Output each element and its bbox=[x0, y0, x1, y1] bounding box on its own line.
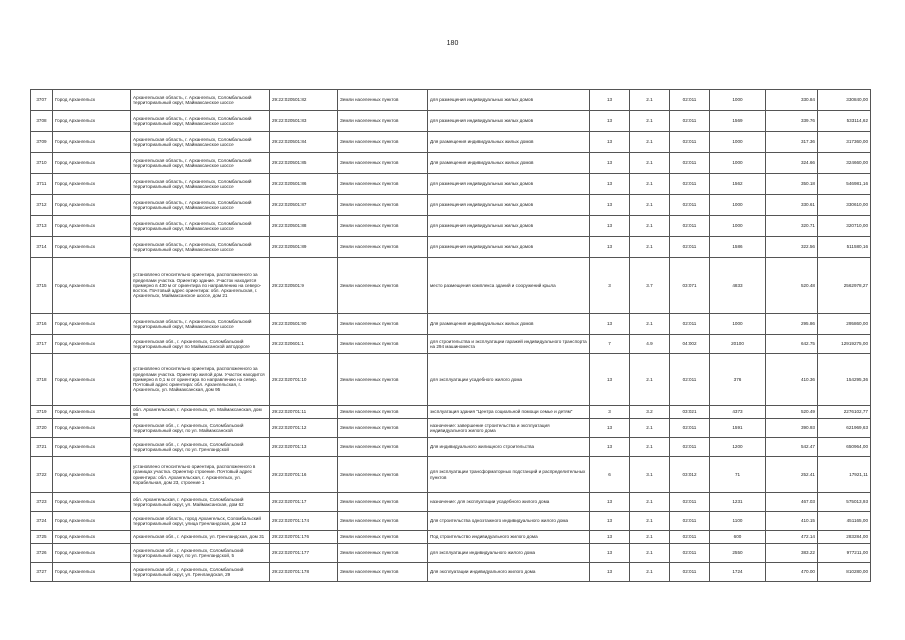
cell-cadastral-number: 29:22:020601:1 bbox=[270, 335, 338, 354]
cell-permitted-use: Для строительства одноэтажного индивидуального жилого дома bbox=[428, 512, 590, 531]
cell-cadastral-number: 29:22:020701:10 bbox=[270, 354, 338, 406]
cell-address: обл. Архангельская, г. Архангельск, Соломбальский территориальный округ, ул. Маймаксанская, дом 62 bbox=[131, 493, 270, 512]
cell-municipality: Город Архангельск bbox=[53, 132, 131, 153]
page-number: 180 bbox=[446, 40, 459, 47]
cell-cadastral-number: 29:22:020701:12 bbox=[270, 419, 338, 438]
cell-municipality: Город Архангельск bbox=[53, 216, 131, 237]
cell-area: 4373 bbox=[710, 406, 766, 419]
cell-address: установлено относительно ориентира, расположенного за пределами участка. Ориентир здание. Участок находится примерно в 430 м от ориентира по направлению на северо-восток. Почтовый адрес ориентира: обл. Архангельская, г. Архангельск, Маймаксанское шоссе, дом 21 bbox=[131, 258, 270, 314]
cell-cadastral-number: 29:22:020501:90 bbox=[270, 314, 338, 335]
cell-subgroup-code: 2.1 bbox=[630, 111, 670, 132]
cell-cadastral-number: 29:22:020701:11 bbox=[270, 406, 338, 419]
table-row bbox=[31, 457, 871, 493]
cell-cadastral-number: 29:22:020701:178 bbox=[270, 563, 338, 582]
cell-activity-code: 02:011 bbox=[670, 174, 710, 195]
cell-municipality: Город Архангельск bbox=[53, 544, 131, 563]
cell-address: Архангельская обл., г. Архангельск, ул. Гренландская, дом 31 bbox=[131, 531, 270, 544]
cell-specific-value: 520.49 bbox=[766, 406, 818, 419]
cell-area: 1000 bbox=[710, 314, 766, 335]
cell-specific-value: 470.00 bbox=[766, 563, 818, 582]
cell-cadastral-value: 621969,63 bbox=[818, 419, 871, 438]
cell-specific-value: 542.47 bbox=[766, 438, 818, 457]
cell-activity-code: 03:021 bbox=[670, 406, 710, 419]
cell-activity-code: 02:011 bbox=[670, 531, 710, 544]
cell-area: 1724 bbox=[710, 563, 766, 582]
cell-address: Архангельская область, г. Архангельск, Соломбальский территориальный округ, Маймаксанское шоссе bbox=[131, 111, 270, 132]
cell-address: установлено относительно ориентира, расположенного в границах участка. Ориентир строение. Почтовый адрес ориентира: обл. Архангельская, г. Архангельск, ул. Корабельная, дом 23, строение 1 bbox=[131, 457, 270, 493]
table-row bbox=[31, 258, 871, 314]
cell-permitted-use: для эксплуатации индивидуального жилого дома bbox=[428, 544, 590, 563]
cell-subgroup-code: 2.1 bbox=[630, 512, 670, 531]
cell-address: Архангельская обл., г. Архангельск, Соломбальский территориальный округ, ул. Гренландская, 29 bbox=[131, 563, 270, 582]
cell-land-category: Земли населенных пунктов bbox=[338, 544, 428, 563]
cell-subgroup-code: 2.1 bbox=[630, 132, 670, 153]
cell-activity-code: 03:071 bbox=[670, 258, 710, 314]
cell-area: 1591 bbox=[710, 419, 766, 438]
cell-address: Архангельская область, г. Архангельск, Соломбальский территориальный округ, Маймаксанское шоссе bbox=[131, 153, 270, 174]
cell-permitted-use: для строительства и эксплуатации гаражей индивидуального транспорта на 294 машиноместа bbox=[428, 335, 590, 354]
cell-cadastral-number: 29:22:020701:13 bbox=[270, 438, 338, 457]
cell-land-category: Земли населенных пунктов bbox=[338, 90, 428, 111]
cell-activity-code: 04:002 bbox=[670, 335, 710, 354]
table-row bbox=[31, 314, 871, 335]
cell-land-category: Земли населенных пунктов bbox=[338, 153, 428, 174]
cell-cadastral-number: 29:22:020501:88 bbox=[270, 216, 338, 237]
cell-address: Архангельская обл., г. Архангельск, Соломбальский территориальный округ, по ул. Гренландской bbox=[131, 438, 270, 457]
cell-row-number: 3714 bbox=[31, 237, 53, 258]
cell-address: установлено относительно ориентира, расположенного за пределами участка. Ориентир жилой дом. Участок находится примерно в 0,1 м от ориентира по направлению на север. Почтовый адрес ориентира: обл. Архангельская, г. Архангельск, ул. Маймаксанская, дом 95 bbox=[131, 354, 270, 406]
cell-cadastral-value: 575013,93 bbox=[818, 493, 871, 512]
cell-permitted-use: Под строительство индивидуального жилого дома bbox=[428, 531, 590, 544]
cell-subgroup-code: 3.7 bbox=[630, 258, 670, 314]
cell-area: 1000 bbox=[710, 90, 766, 111]
cell-permitted-use: Для индивидуального жилищного строительства bbox=[428, 438, 590, 457]
cell-permitted-use: Для размещения индивидуальных жилых домов bbox=[428, 153, 590, 174]
cell-activity-code: 02:011 bbox=[670, 153, 710, 174]
cell-cadastral-number: 29:22:020501:85 bbox=[270, 153, 338, 174]
cell-cadastral-value: 650964,00 bbox=[818, 438, 871, 457]
cell-subgroup-code: 2.1 bbox=[630, 493, 670, 512]
cell-land-category: Земли населенных пунктов bbox=[338, 237, 428, 258]
cell-permitted-use: Для размещения индивидуальных жилых домов bbox=[428, 314, 590, 335]
cell-municipality: Город Архангельск bbox=[53, 258, 131, 314]
cell-specific-value: 467.03 bbox=[766, 493, 818, 512]
cell-group-code: 13 bbox=[590, 544, 630, 563]
cell-municipality: Город Архангельск bbox=[53, 512, 131, 531]
cell-permitted-use: Для эксплуатации индивидуального жилого дома bbox=[428, 563, 590, 582]
cell-subgroup-code: 2.1 bbox=[630, 314, 670, 335]
cell-specific-value: 339.76 bbox=[766, 111, 818, 132]
cell-activity-code: 02:011 bbox=[670, 237, 710, 258]
cell-subgroup-code: 2.1 bbox=[630, 90, 670, 111]
cell-group-code: 13 bbox=[590, 153, 630, 174]
cell-subgroup-code: 2.1 bbox=[630, 531, 670, 544]
table-row bbox=[31, 111, 871, 132]
cell-subgroup-code: 2.1 bbox=[630, 237, 670, 258]
cell-row-number: 3725 bbox=[31, 531, 53, 544]
cell-row-number: 3719 bbox=[31, 406, 53, 419]
table-row bbox=[31, 335, 871, 354]
cell-activity-code: 02:011 bbox=[670, 512, 710, 531]
cell-cadastral-value: 546981,16 bbox=[818, 174, 871, 195]
cell-land-category: Земли населенных пунктов bbox=[338, 258, 428, 314]
cell-permitted-use: для эксплуатации трансформаторных подстанций и распределительных пунктов bbox=[428, 457, 590, 493]
cell-cadastral-value: 317360,00 bbox=[818, 132, 871, 153]
cell-cadastral-number: 29:22:020501:82 bbox=[270, 90, 338, 111]
cell-area: 1586 bbox=[710, 237, 766, 258]
cell-group-code: 13 bbox=[590, 111, 630, 132]
cell-specific-value: 520.48 bbox=[766, 258, 818, 314]
cell-specific-value: 317.36 bbox=[766, 132, 818, 153]
cell-cadastral-number: 29:22:020501:83 bbox=[270, 111, 338, 132]
cell-land-category: Земли населенных пунктов bbox=[338, 563, 428, 582]
cell-subgroup-code: 4.9 bbox=[630, 335, 670, 354]
land-cadastre-table bbox=[30, 89, 871, 582]
cell-specific-value: 390.93 bbox=[766, 419, 818, 438]
cell-specific-value: 472.14 bbox=[766, 531, 818, 544]
cell-cadastral-number: 29:22:020701:174 bbox=[270, 512, 338, 531]
cell-specific-value: 330.84 bbox=[766, 90, 818, 111]
cell-land-category: Земли населенных пунктов bbox=[338, 512, 428, 531]
cell-municipality: Город Архангельск bbox=[53, 195, 131, 216]
cell-cadastral-value: 154295,36 bbox=[818, 354, 871, 406]
cell-address: Архангельская область, г. Архангельск, Соломбальский территориальный округ, Маймаксанское шоссе bbox=[131, 132, 270, 153]
cell-address: Архангельская обл., г. Архангельск, Соломбальский территориальный округ по Маймаксанской автодороге bbox=[131, 335, 270, 354]
cell-land-category: Земли населенных пунктов bbox=[338, 354, 428, 406]
table-row bbox=[31, 354, 871, 406]
table-body bbox=[31, 90, 871, 582]
cell-activity-code: 03:012 bbox=[670, 457, 710, 493]
cell-land-category: Земли населенных пунктов bbox=[338, 531, 428, 544]
cell-row-number: 3721 bbox=[31, 438, 53, 457]
cell-group-code: 3 bbox=[590, 258, 630, 314]
cell-permitted-use: назначение: завершение строительства и эксплуатация индивидуального жилого дома bbox=[428, 419, 590, 438]
cell-row-number: 3710 bbox=[31, 153, 53, 174]
cell-cadastral-number: 29:22:020501:89 bbox=[270, 237, 338, 258]
cell-group-code: 13 bbox=[590, 174, 630, 195]
cell-group-code: 13 bbox=[590, 237, 630, 258]
cell-address: Архангельская обл., г. Архангельск, Соломбальский территориальный округ, по ул. Гренландской, 5 bbox=[131, 544, 270, 563]
cell-specific-value: 320.71 bbox=[766, 216, 818, 237]
cell-permitted-use: эксплуатация здания "Центра социальной помощи семье и детям" bbox=[428, 406, 590, 419]
cell-cadastral-value: 810280,00 bbox=[818, 563, 871, 582]
cell-group-code: 13 bbox=[590, 354, 630, 406]
cell-row-number: 3716 bbox=[31, 314, 53, 335]
cell-land-category: Земли населенных пунктов bbox=[338, 174, 428, 195]
table-row bbox=[31, 90, 871, 111]
cell-cadastral-value: 295860,00 bbox=[818, 314, 871, 335]
table-row bbox=[31, 195, 871, 216]
cell-area: 1562 bbox=[710, 174, 766, 195]
cell-subgroup-code: 3.2 bbox=[630, 406, 670, 419]
cell-land-category: Земли населенных пунктов bbox=[338, 493, 428, 512]
cell-area: 71 bbox=[710, 457, 766, 493]
cell-municipality: Город Архангельск bbox=[53, 406, 131, 419]
cell-cadastral-value: 324660,00 bbox=[818, 153, 871, 174]
cell-activity-code: 02:011 bbox=[670, 354, 710, 406]
cell-row-number: 3722 bbox=[31, 457, 53, 493]
cell-address: Архангельская область, город Архангельск, Соломбальский территориальный округ, улица Гренландская, дом 12 bbox=[131, 512, 270, 531]
cell-municipality: Город Архангельск bbox=[53, 90, 131, 111]
cell-municipality: Город Архангельск bbox=[53, 153, 131, 174]
cell-address: Архангельская область, г. Архангельск, Соломбальский территориальный округ, Маймаксанское шоссе bbox=[131, 237, 270, 258]
cell-cadastral-number: 29:22:020701:176 bbox=[270, 531, 338, 544]
cell-address: Архангельская обл., г. Архангельск, Соломбальский территориальный округ, по ул. Маймаксанской bbox=[131, 419, 270, 438]
cell-specific-value: 322.56 bbox=[766, 237, 818, 258]
cell-area: 1100 bbox=[710, 512, 766, 531]
cell-row-number: 3720 bbox=[31, 419, 53, 438]
cell-activity-code: 02:011 bbox=[670, 111, 710, 132]
table-row bbox=[31, 531, 871, 544]
cell-subgroup-code: 2.1 bbox=[630, 544, 670, 563]
cell-cadastral-value: 2562978,27 bbox=[818, 258, 871, 314]
cell-land-category: Земли населенных пунктов bbox=[338, 195, 428, 216]
cell-address: Архангельская область, г. Архангельск, Соломбальский территориальный округ, Маймаксанское шоссе bbox=[131, 174, 270, 195]
cell-cadastral-value: 330840,00 bbox=[818, 90, 871, 111]
cell-cadastral-number: 29:22:020501:86 bbox=[270, 174, 338, 195]
cell-row-number: 3713 bbox=[31, 216, 53, 237]
cell-activity-code: 02:011 bbox=[670, 419, 710, 438]
cell-address: Архангельская область, г. Архангельск, Соломбальский территориальный округ, Маймаксанское шоссе bbox=[131, 314, 270, 335]
cell-cadastral-value: 2276102,77 bbox=[818, 406, 871, 419]
cell-group-code: 13 bbox=[590, 563, 630, 582]
table-row bbox=[31, 544, 871, 563]
cell-row-number: 3726 bbox=[31, 544, 53, 563]
cell-permitted-use: для эксплуатации усадебного жилого дома bbox=[428, 354, 590, 406]
cell-address: обл. Архангельская, г. Архангельск, ул. Маймаксанская, дом 98 bbox=[131, 406, 270, 419]
cell-specific-value: 350.18 bbox=[766, 174, 818, 195]
table-row bbox=[31, 493, 871, 512]
cell-row-number: 3723 bbox=[31, 493, 53, 512]
table-row bbox=[31, 438, 871, 457]
cell-group-code: 13 bbox=[590, 438, 630, 457]
cell-area: 2550 bbox=[710, 544, 766, 563]
cell-subgroup-code: 2.1 bbox=[630, 195, 670, 216]
cell-area: 1000 bbox=[710, 195, 766, 216]
cell-row-number: 3712 bbox=[31, 195, 53, 216]
cell-municipality: Город Архангельск bbox=[53, 457, 131, 493]
cell-row-number: 3709 bbox=[31, 132, 53, 153]
cell-group-code: 3 bbox=[590, 406, 630, 419]
cell-subgroup-code: 2.1 bbox=[630, 563, 670, 582]
cell-row-number: 3724 bbox=[31, 512, 53, 531]
cell-area: 1000 bbox=[710, 216, 766, 237]
cell-cadastral-number: 29:22:020701:177 bbox=[270, 544, 338, 563]
cell-cadastral-number: 29:22:020501:87 bbox=[270, 195, 338, 216]
cell-permitted-use: для размещения индивидуальных жилых домов bbox=[428, 174, 590, 195]
cell-address: Архангельская область, г. Архангельск, Соломбальский территориальный округ, Маймаксанское шоссе bbox=[131, 195, 270, 216]
cell-land-category: Земли населенных пунктов bbox=[338, 216, 428, 237]
cell-cadastral-value: 320710,00 bbox=[818, 216, 871, 237]
cell-group-code: 13 bbox=[590, 90, 630, 111]
cell-permitted-use: для размещения индивидуальных жилых домов bbox=[428, 237, 590, 258]
cell-municipality: Город Архангельск bbox=[53, 111, 131, 132]
cell-group-code: 13 bbox=[590, 314, 630, 335]
cell-specific-value: 410.36 bbox=[766, 354, 818, 406]
cell-row-number: 3727 bbox=[31, 563, 53, 582]
cell-group-code: 13 bbox=[590, 132, 630, 153]
cell-cadastral-value: 451165,00 bbox=[818, 512, 871, 531]
cell-area: 4833 bbox=[710, 258, 766, 314]
cell-activity-code: 02:011 bbox=[670, 90, 710, 111]
cell-municipality: Город Архангельск bbox=[53, 174, 131, 195]
table-row bbox=[31, 216, 871, 237]
table-row bbox=[31, 563, 871, 582]
table-row bbox=[31, 237, 871, 258]
cell-specific-value: 383.22 bbox=[766, 544, 818, 563]
cell-cadastral-number: 29:22:020501:84 bbox=[270, 132, 338, 153]
cell-permitted-use: для размещения индивидуальных жилых домов bbox=[428, 216, 590, 237]
cell-specific-value: 295.86 bbox=[766, 314, 818, 335]
table-row bbox=[31, 174, 871, 195]
cell-land-category: Земли населенных пунктов bbox=[338, 438, 428, 457]
cell-cadastral-number: 29:22:020701:16 bbox=[270, 457, 338, 493]
cell-permitted-use: для размещения индивидуальных жилых домов bbox=[428, 195, 590, 216]
cell-address: Архангельская область, г. Архангельск, Соломбальский территориальный округ, Маймаксанское шоссе bbox=[131, 216, 270, 237]
cell-subgroup-code: 2.1 bbox=[630, 419, 670, 438]
cell-subgroup-code: 2.1 bbox=[630, 174, 670, 195]
cell-group-code: 13 bbox=[590, 419, 630, 438]
cell-municipality: Город Архангельск bbox=[53, 314, 131, 335]
cell-group-code: 13 bbox=[590, 216, 630, 237]
cell-specific-value: 252.41 bbox=[766, 457, 818, 493]
cell-cadastral-value: 17921,11 bbox=[818, 457, 871, 493]
cell-land-category: Земли населенных пунктов bbox=[338, 111, 428, 132]
cell-municipality: Город Архангельск bbox=[53, 563, 131, 582]
cell-subgroup-code: 2.1 bbox=[630, 438, 670, 457]
cell-permitted-use: назначение: для эксплуатации усадебного жилого дома bbox=[428, 493, 590, 512]
cell-group-code: 13 bbox=[590, 195, 630, 216]
cell-activity-code: 02:011 bbox=[670, 314, 710, 335]
cell-subgroup-code: 2.1 bbox=[630, 354, 670, 406]
cell-cadastral-value: 283284,00 bbox=[818, 531, 871, 544]
cell-row-number: 3715 bbox=[31, 258, 53, 314]
cell-specific-value: 330.61 bbox=[766, 195, 818, 216]
cell-activity-code: 02:011 bbox=[670, 493, 710, 512]
cell-activity-code: 02:011 bbox=[670, 216, 710, 237]
table-row bbox=[31, 132, 871, 153]
cell-area: 1569 bbox=[710, 111, 766, 132]
cell-group-code: 13 bbox=[590, 493, 630, 512]
cell-activity-code: 02:011 bbox=[670, 132, 710, 153]
cell-cadastral-number: 29:22:020701:17 bbox=[270, 493, 338, 512]
cell-cadastral-number: 29:22:020501:9 bbox=[270, 258, 338, 314]
cell-specific-value: 642.75 bbox=[766, 335, 818, 354]
cell-land-category: Земли населенных пунктов bbox=[338, 335, 428, 354]
table-row bbox=[31, 153, 871, 174]
cell-row-number: 3707 bbox=[31, 90, 53, 111]
cell-activity-code: 02:011 bbox=[670, 195, 710, 216]
cell-cadastral-value: 511580,16 bbox=[818, 237, 871, 258]
cell-area: 376 bbox=[710, 354, 766, 406]
cell-activity-code: 02:011 bbox=[670, 544, 710, 563]
cell-group-code: 7 bbox=[590, 335, 630, 354]
table-row bbox=[31, 419, 871, 438]
cell-municipality: Город Архангельск bbox=[53, 493, 131, 512]
cell-area: 1000 bbox=[710, 132, 766, 153]
cell-row-number: 3708 bbox=[31, 111, 53, 132]
cell-activity-code: 02:011 bbox=[670, 438, 710, 457]
cell-group-code: 13 bbox=[590, 512, 630, 531]
cell-permitted-use: место размещения комплекса зданий и сооружений крыла bbox=[428, 258, 590, 314]
cell-cadastral-value: 977211,00 bbox=[818, 544, 871, 563]
cell-municipality: Город Архангельск bbox=[53, 354, 131, 406]
cell-municipality: Город Архангельск bbox=[53, 531, 131, 544]
cell-municipality: Город Архангельск bbox=[53, 335, 131, 354]
cell-area: 1200 bbox=[710, 438, 766, 457]
cell-permitted-use: для размещения индивидуальных жилых домов bbox=[428, 111, 590, 132]
cell-area: 1000 bbox=[710, 153, 766, 174]
cell-land-category: Земли населенных пунктов bbox=[338, 419, 428, 438]
cell-group-code: 13 bbox=[590, 531, 630, 544]
cell-cadastral-value: 330610,00 bbox=[818, 195, 871, 216]
cell-permitted-use: Для размещения индивидуальных жилых домов bbox=[428, 132, 590, 153]
cell-permitted-use: для размещения индивидуальных жилых домов bbox=[428, 90, 590, 111]
cell-row-number: 3718 bbox=[31, 354, 53, 406]
cell-cadastral-value: 533114,62 bbox=[818, 111, 871, 132]
cell-row-number: 3711 bbox=[31, 174, 53, 195]
cell-land-category: Земли населенных пунктов bbox=[338, 457, 428, 493]
cell-specific-value: 324.66 bbox=[766, 153, 818, 174]
cell-activity-code: 02:011 bbox=[670, 563, 710, 582]
table-row bbox=[31, 406, 871, 419]
cell-land-category: Земли населенных пунктов bbox=[338, 132, 428, 153]
cell-area: 20100 bbox=[710, 335, 766, 354]
cell-area: 1231 bbox=[710, 493, 766, 512]
cell-row-number: 3717 bbox=[31, 335, 53, 354]
cell-cadastral-value: 12919275,00 bbox=[818, 335, 871, 354]
cell-land-category: Земли населенных пунктов bbox=[338, 406, 428, 419]
cell-land-category: Земли населенных пунктов bbox=[338, 314, 428, 335]
cell-municipality: Город Архангельск bbox=[53, 237, 131, 258]
cell-area: 600 bbox=[710, 531, 766, 544]
cell-municipality: Город Архангельск bbox=[53, 438, 131, 457]
cell-specific-value: 410.15 bbox=[766, 512, 818, 531]
cell-municipality: Город Архангельск bbox=[53, 419, 131, 438]
cell-subgroup-code: 2.1 bbox=[630, 153, 670, 174]
cell-group-code: 6 bbox=[590, 457, 630, 493]
cell-subgroup-code: 3.1 bbox=[630, 457, 670, 493]
cell-address: Архангельская область, г. Архангельск, Соломбальский территориальный округ, Маймаксанское шоссе bbox=[131, 90, 270, 111]
cell-subgroup-code: 2.1 bbox=[630, 216, 670, 237]
table-row bbox=[31, 512, 871, 531]
